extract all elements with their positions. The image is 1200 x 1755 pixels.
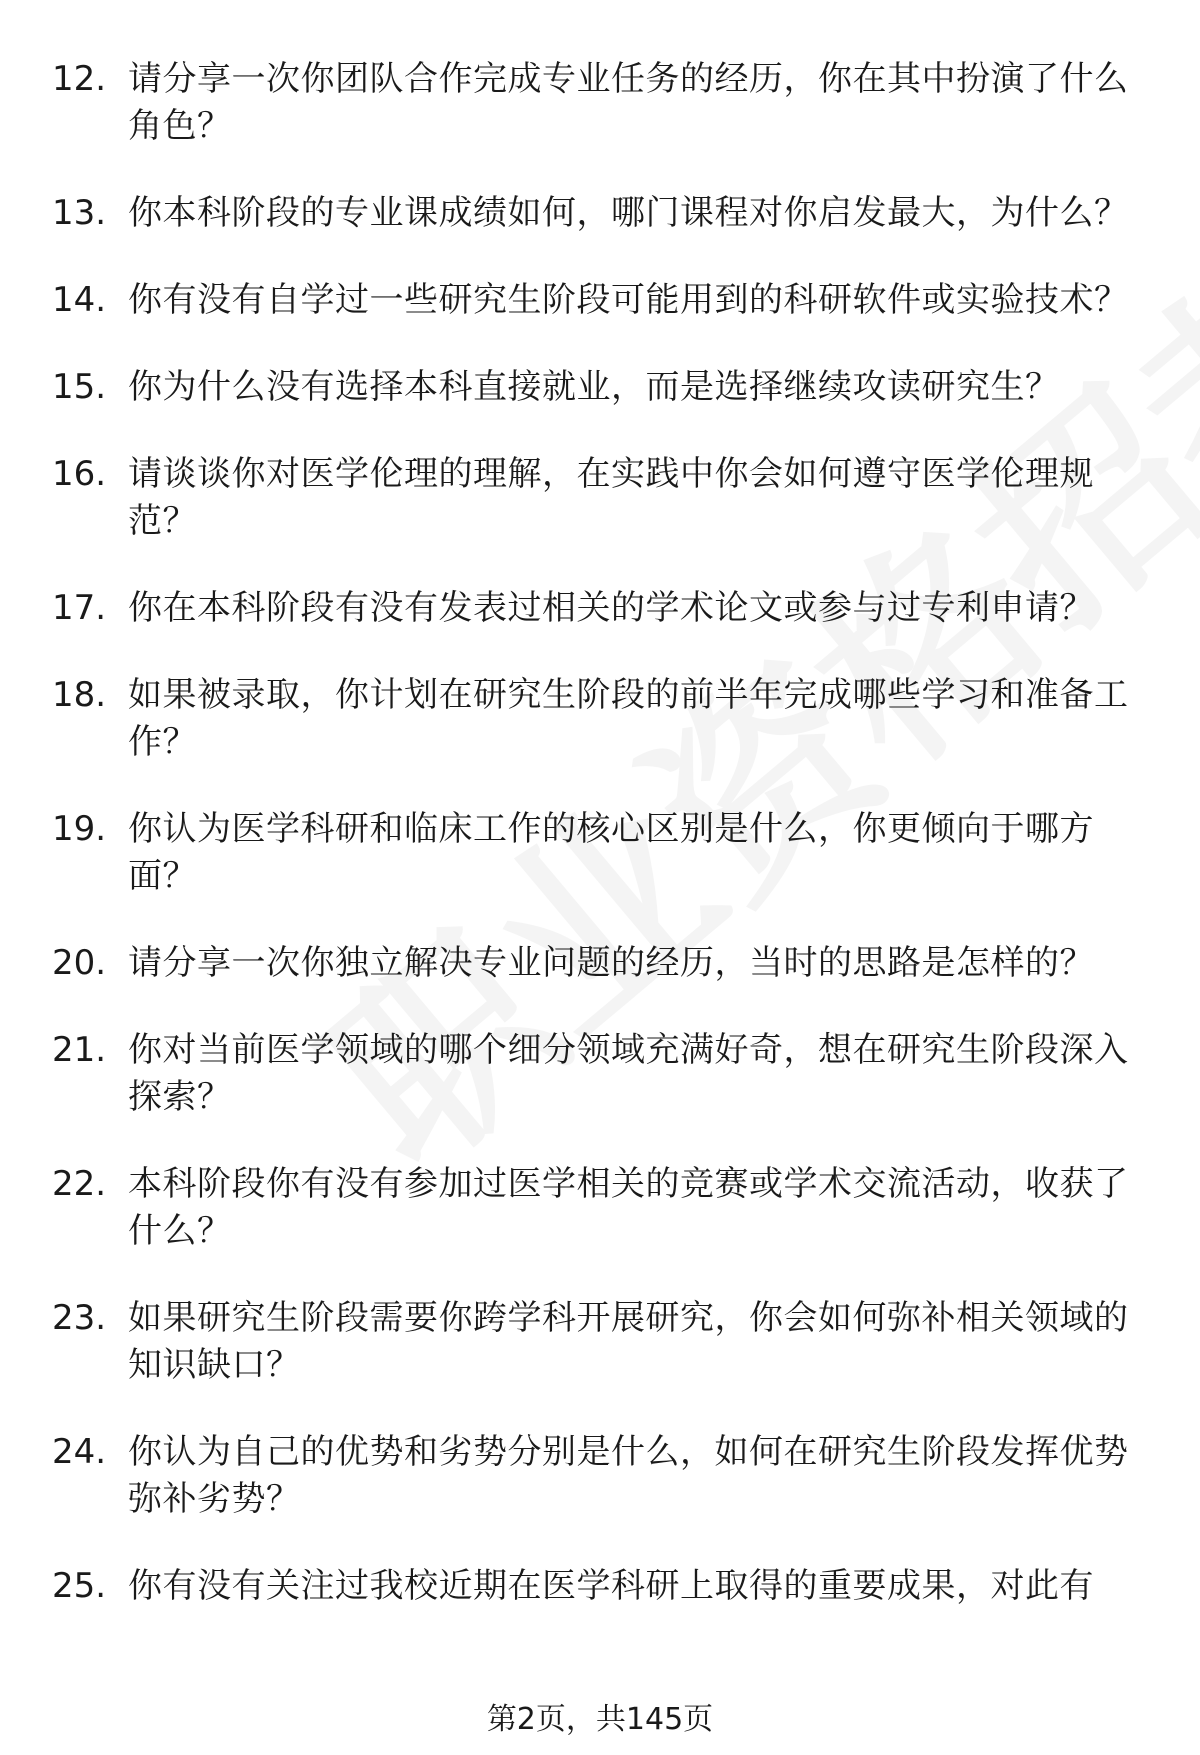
question-text: 请分享一次你独立解决专业问题的经历，当时的思路是怎样的？ xyxy=(128,943,1094,983)
list-item xyxy=(52,1295,1157,1389)
question-text: 请谈谈你对医学伦理的理解，在实践中你会如何遵守医学伦理规范？ xyxy=(128,454,1094,541)
question-number: 23. xyxy=(52,1298,107,1338)
question-number: 19. xyxy=(52,809,107,849)
question-text: 本科阶段你有没有参加过医学相关的竞赛或学术交流活动，收获了什么？ xyxy=(128,1164,1129,1251)
question-number: 24. xyxy=(52,1432,107,1472)
question-text: 如果被录取，你计划在研究生阶段的前半年完成哪些学习和准备工作？ xyxy=(128,675,1129,762)
question-number: 15. xyxy=(52,367,107,407)
question-number: 12. xyxy=(52,59,107,99)
question-text: 你认为自己的优势和劣势分别是什么，如何在研究生阶段发挥优势弥补劣势？ xyxy=(128,1432,1129,1519)
question-text: 你认为医学科研和临床工作的核心区别是什么，你更倾向于哪方面？ xyxy=(128,809,1094,896)
list-item xyxy=(52,1563,1157,1610)
question-text: 你在本科阶段有没有发表过相关的学术论文或参与过专利申请？ xyxy=(128,588,1094,628)
question-number: 16. xyxy=(52,454,107,494)
question-text: 你本科阶段的专业课成绩如何，哪门课程对你启发最大，为什么？ xyxy=(128,193,1129,233)
list-item xyxy=(52,364,1157,411)
list-item xyxy=(52,585,1157,632)
list-item xyxy=(52,1429,1157,1523)
question-text: 你有没有关注过我校近期在医学科研上取得的重要成果，对此有 xyxy=(128,1566,1094,1606)
question-text: 你对当前医学领域的哪个细分领域充满好奇，想在研究生阶段深入探索？ xyxy=(128,1030,1129,1117)
question-number: 20. xyxy=(52,943,107,983)
list-item xyxy=(52,672,1157,766)
question-number: 14. xyxy=(52,280,107,320)
question-number: 17. xyxy=(52,588,107,628)
list-item xyxy=(52,806,1157,900)
list-item xyxy=(52,1027,1157,1121)
question-number: 21. xyxy=(52,1030,107,1070)
question-text: 请分享一次你团队合作完成专业任务的经历，你在其中扮演了什么角色？ xyxy=(128,59,1129,146)
page-number-footer: 第2页，共145页 xyxy=(486,1702,714,1737)
question-number: 18. xyxy=(52,675,107,715)
question-text: 如果研究生阶段需要你跨学科开展研究，你会如何弥补相关领域的知识缺口？ xyxy=(128,1298,1129,1385)
list-item xyxy=(52,277,1157,324)
question-number: 13. xyxy=(52,193,107,233)
question-text: 你有没有自学过一些研究生阶段可能用到的科研软件或实验技术？ xyxy=(128,280,1129,320)
list-item xyxy=(52,56,1157,150)
question-number: 22. xyxy=(52,1164,107,1204)
question-text: 你为什么没有选择本科直接就业，而是选择继续攻读研究生？ xyxy=(128,367,1060,407)
question-list xyxy=(52,56,1157,1650)
list-item xyxy=(52,451,1157,545)
list-item xyxy=(52,940,1157,987)
question-number: 25. xyxy=(52,1566,107,1606)
list-item xyxy=(52,1161,1157,1255)
list-item xyxy=(52,190,1157,237)
